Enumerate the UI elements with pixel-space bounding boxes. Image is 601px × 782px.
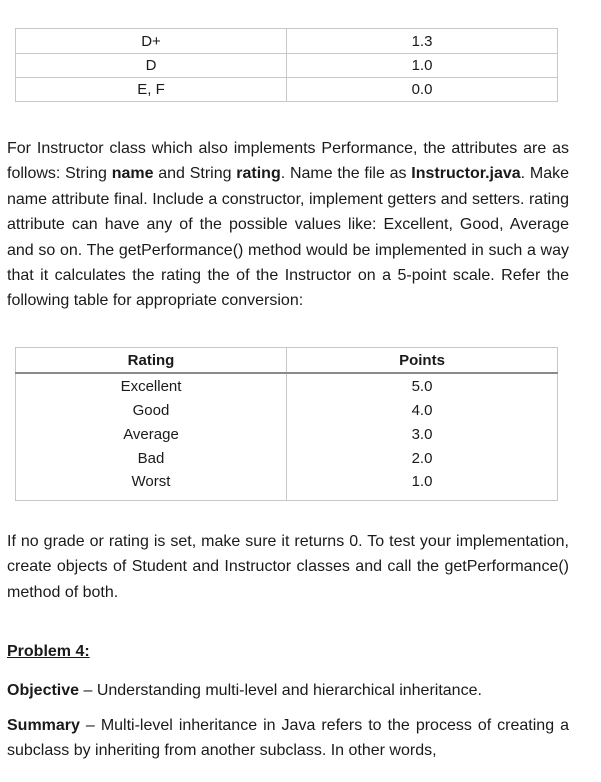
text-segment: . Make name attribute final. Include a constructor, implement getters and setters. rating attribute can have any of the possible values like: Excellent, Good, Average and so on. The getPerformance() method would be implemented in such a way that it calculates the rating the of the Instructor on a 5-point scale. Refer the following table for appropriate conversion:: [7, 165, 570, 310]
points-cell: 5.0: [287, 373, 558, 398]
problem-heading: Problem 4:: [7, 643, 90, 660]
text-segment: . Name the file as: [280, 165, 412, 183]
grade-cell: D+: [16, 29, 287, 54]
text-segment: For Instructor class which also implements Performance, the attributes are as follows: String: [7, 140, 569, 183]
grade-cell: E, F: [16, 78, 287, 102]
table-row: [16, 422, 558, 446]
rating-cell: Good: [16, 398, 287, 422]
summary-paragraph: [7, 713, 569, 764]
points-cell: 2.0: [287, 446, 558, 470]
objective-text: – Understanding multi-level and hierarchical inheritance.: [79, 682, 482, 699]
points-cell: 1.0: [287, 470, 558, 501]
text-segment: and String: [153, 165, 237, 183]
grade-table: [15, 28, 558, 102]
points-cell: 0.0: [287, 78, 558, 102]
bold-term-filename: Instructor.java: [411, 165, 521, 183]
table-row: [16, 470, 558, 501]
table-header-row: [16, 348, 558, 374]
rating-cell: Worst: [16, 470, 287, 501]
grade-cell: D: [16, 54, 287, 78]
table-row: [16, 398, 558, 422]
instructor-paragraph: [7, 136, 569, 314]
table-row: [16, 54, 558, 78]
objective-paragraph: [7, 678, 569, 703]
test-instructions-paragraph: If no grade or rating is set, make sure it returns 0. To test your implementation, create objects of Student and Instructor classes and call the getPerformance() method of both.: [7, 533, 569, 601]
table-row: [16, 446, 558, 470]
table-row: [16, 78, 558, 102]
rating-cell: Bad: [16, 446, 287, 470]
points-header: Points: [287, 348, 558, 374]
rating-table: [15, 347, 558, 501]
points-cell: 3.0: [287, 422, 558, 446]
bold-term-name: name: [111, 165, 154, 183]
rating-cell: Average: [16, 422, 287, 446]
points-cell: 1.0: [287, 54, 558, 78]
summary-label: Summary: [7, 717, 80, 734]
rating-header: Rating: [16, 348, 287, 374]
bold-term-rating: rating: [236, 165, 281, 183]
points-cell: 1.3: [287, 29, 558, 54]
table-row: [16, 29, 558, 54]
points-cell: 4.0: [287, 398, 558, 422]
summary-text: – Multi-level inheritance in Java refers to the process of creating a subclass by inheriting from another subclass. In other words,: [7, 717, 569, 760]
objective-label: Objective: [7, 682, 80, 699]
rating-cell: Excellent: [16, 373, 287, 398]
table-row: [16, 373, 558, 398]
